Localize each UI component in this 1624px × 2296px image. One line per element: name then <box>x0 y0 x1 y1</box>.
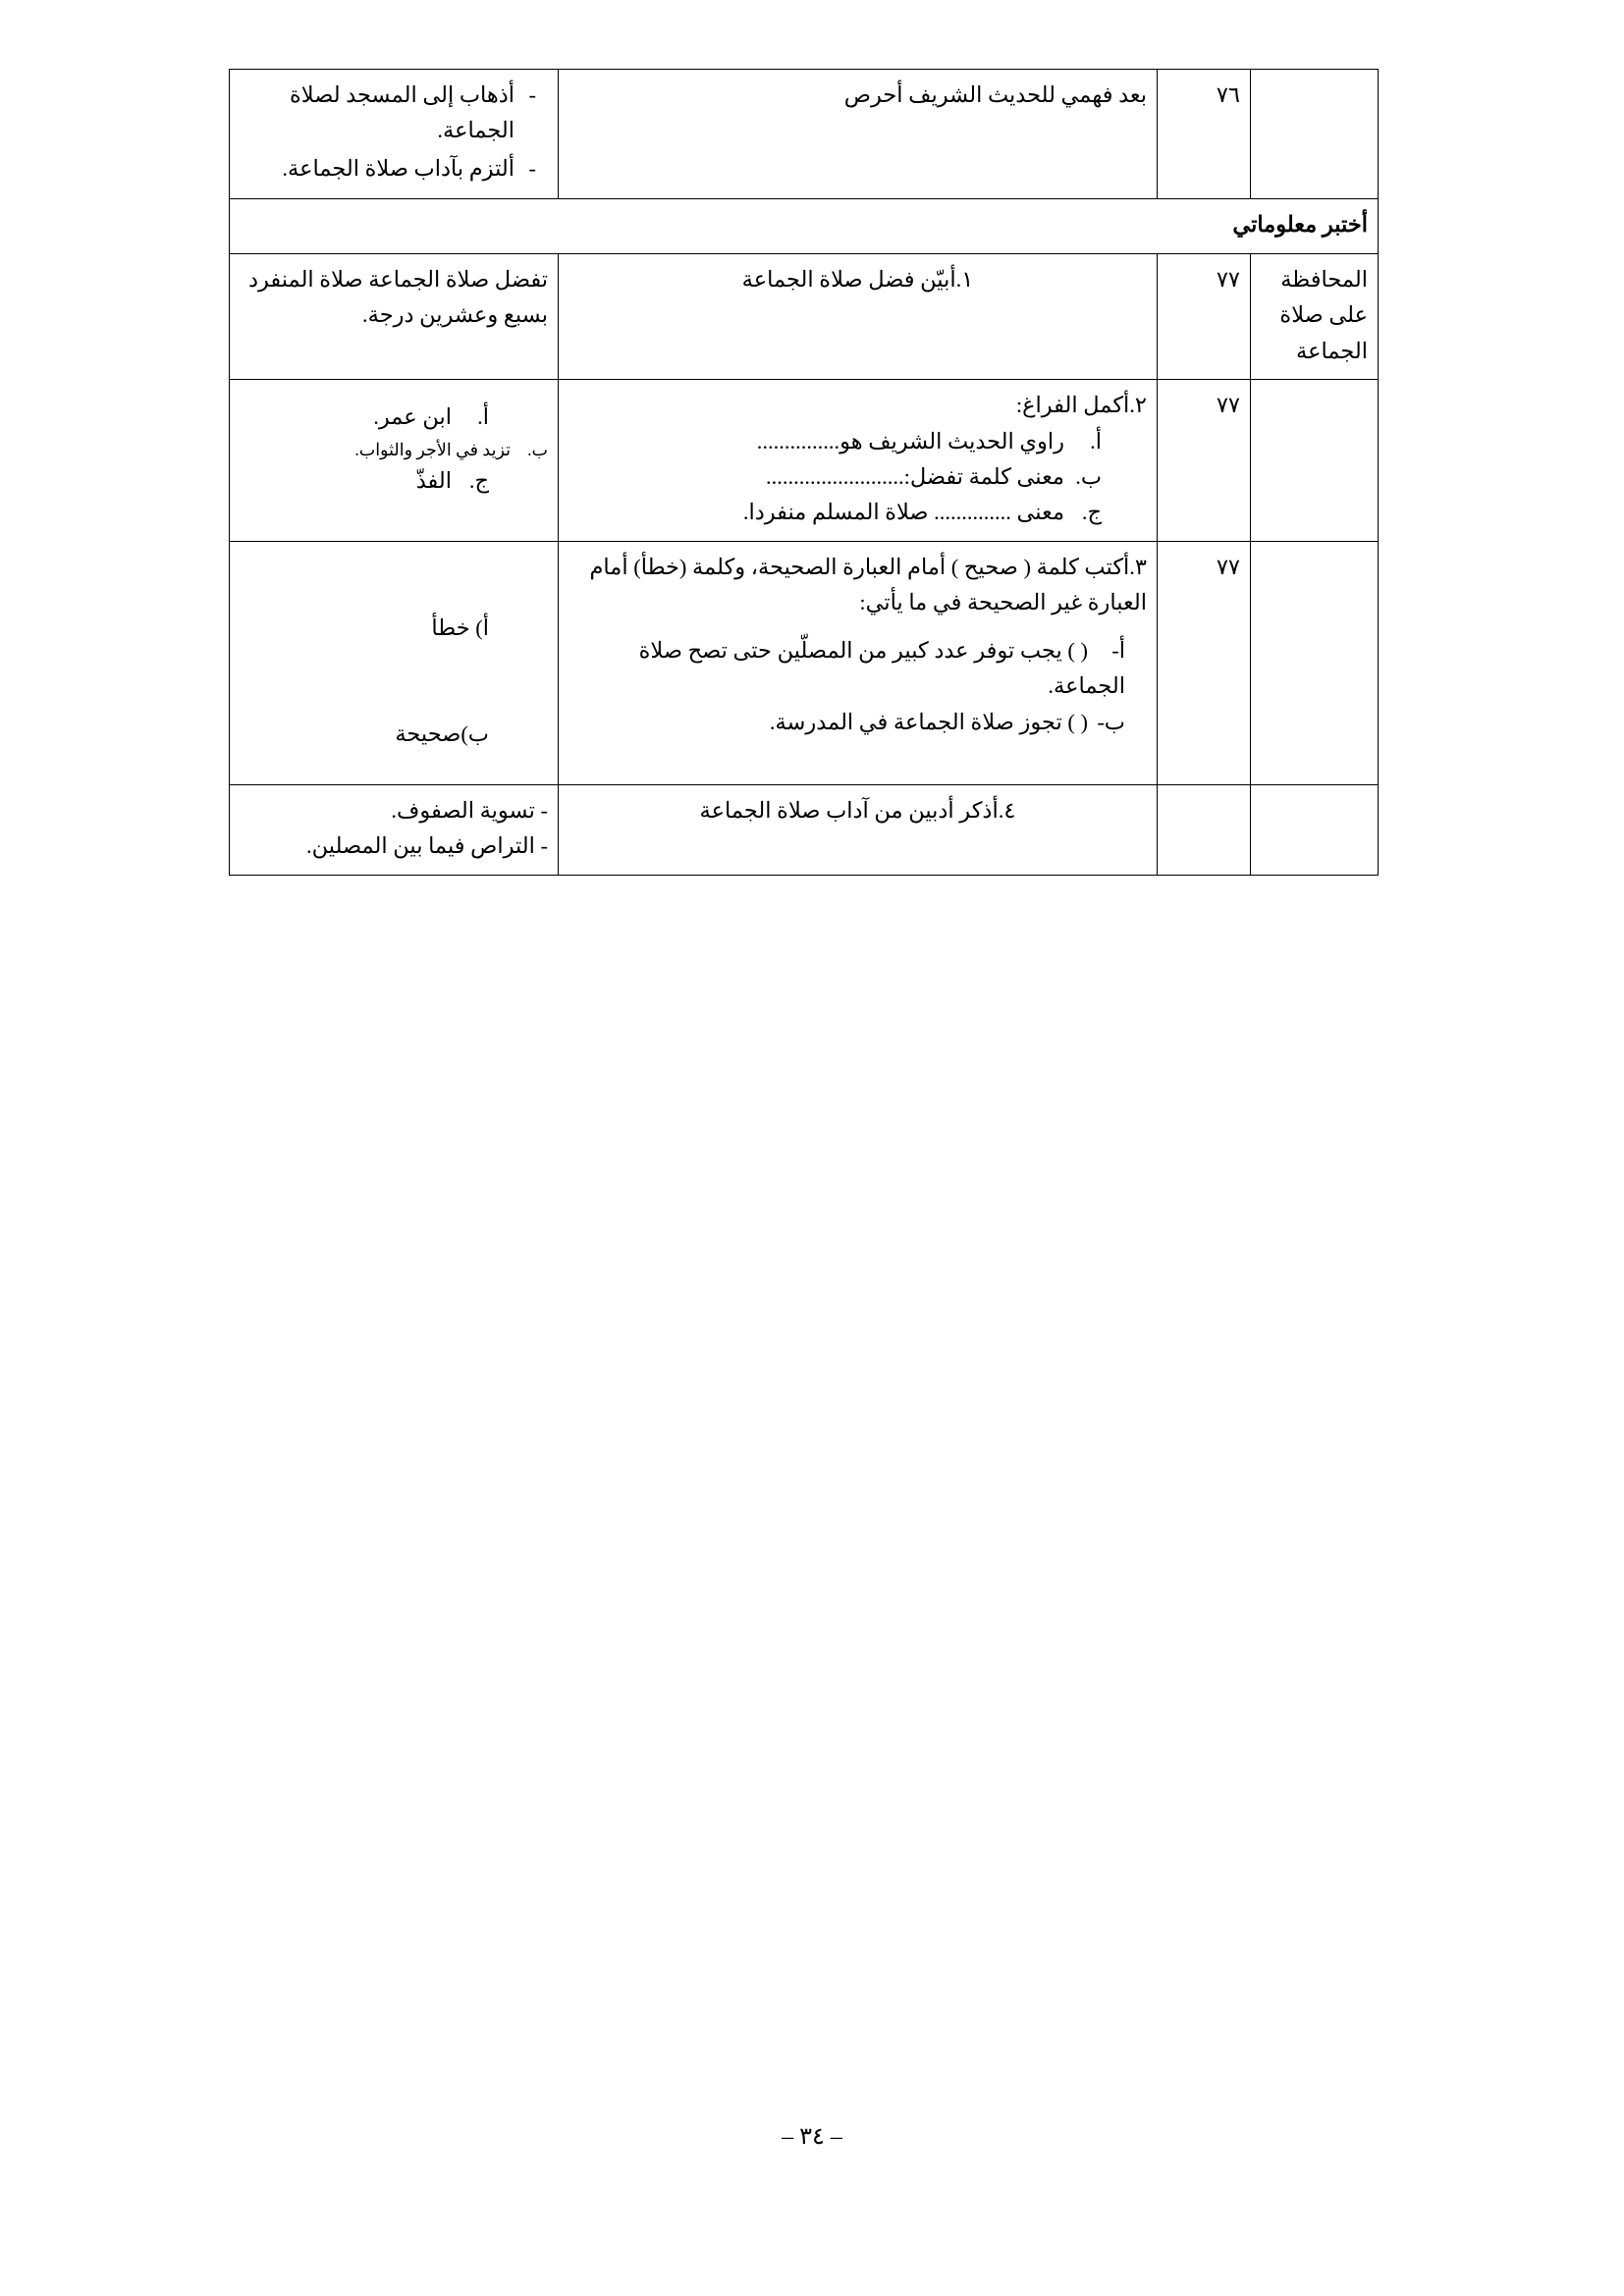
sub-text: معنى .............. صلاة المسلم منفردا. <box>742 500 1064 525</box>
question-text: ١.أبيّن فضل صلاة الجماعة <box>741 266 974 292</box>
answer-cell <box>230 541 559 784</box>
list-item: - ألتزم بآداب صلاة الجماعة. <box>240 151 548 187</box>
table-row <box>230 784 1379 875</box>
answer-sub <box>240 436 548 463</box>
page-number-cell: ٧٧ <box>1158 253 1251 379</box>
page-number-cell <box>1158 784 1251 875</box>
page-number-cell: ٧٧ <box>1158 380 1251 542</box>
question-sub <box>568 633 1147 705</box>
sub-text: تزيد في الأجر والثواب. <box>354 439 511 459</box>
answer-sub <box>240 463 548 499</box>
unit-cell-empty <box>1251 70 1379 199</box>
question-sub <box>568 459 1147 495</box>
answer-list <box>240 793 548 865</box>
sub-label: أ. <box>1090 428 1102 454</box>
sub-text: ( ) يجب توفر عدد كبير من المصلّين حتى تصح صلاة الجماعة. <box>638 637 1125 699</box>
unit-cell-empty <box>1251 380 1379 542</box>
question-text: بعد فهمي للحديث الشريف أحرص <box>843 82 1147 107</box>
sub-text: معنى كلمة تفضل:......................... <box>765 463 1064 489</box>
sub-text: راوي الحديث الشريف هو............... <box>756 428 1064 454</box>
answer-sub: أ) خطأ <box>431 615 489 641</box>
answer-list <box>240 78 548 187</box>
question-cell <box>559 70 1158 199</box>
answers-table <box>229 69 1379 876</box>
unit-cell-empty <box>1251 541 1379 784</box>
question-cell <box>559 253 1158 379</box>
page-number-cell: ٧٧ <box>1158 541 1251 784</box>
question-cell <box>559 380 1158 542</box>
question-text: ٤.أذكر أدبين من آداب صلاة الجماعة <box>699 797 1016 823</box>
list-item: - أذهاب إلى المسجد لصلاة الجماعة. <box>240 78 548 149</box>
answer-cell <box>230 253 559 379</box>
sub-label: ج. <box>468 467 489 493</box>
sub-label: أ. <box>477 404 489 430</box>
question-sub <box>568 424 1147 459</box>
list-item: - التراص فيما بين المصلين. <box>306 833 548 859</box>
page-number-cell: ٧٦ <box>1158 70 1251 199</box>
sub-label: أ- <box>1111 637 1125 663</box>
question-head: ٣.أكتب كلمة ( صحيح ) أمام العبارة الصحيحة، وكلمة (خطأ) أمام العبارة غير الصحيحة في ما يأتي: <box>589 554 1147 615</box>
sub-label: ب. <box>527 439 548 459</box>
list-item: - تسوية الصفوف. <box>391 797 548 823</box>
answer-sub: ب)صحيحة <box>395 721 489 746</box>
question-sub <box>568 705 1147 740</box>
sub-label: ب- <box>1097 709 1125 734</box>
table-section-row <box>230 199 1379 253</box>
question-head: ٢.أكمل الفراغ: <box>1015 393 1147 418</box>
answer-cell <box>230 380 559 542</box>
question-sub <box>568 495 1147 530</box>
sub-text: ابن عمر. <box>373 404 452 430</box>
question-cell <box>559 541 1158 784</box>
unit-title-cell: المحافظة على صلاة الجماعة <box>1251 253 1379 379</box>
answer-cell <box>230 70 559 199</box>
table-row <box>230 70 1379 199</box>
unit-cell-empty <box>1251 784 1379 875</box>
table-row <box>230 253 1379 379</box>
sub-text: الفذّ <box>415 467 452 493</box>
sub-label: ج. <box>1081 500 1102 525</box>
table-row <box>230 541 1379 784</box>
sub-label: ب. <box>1075 463 1102 489</box>
question-cell <box>559 784 1158 875</box>
answer-text: تفضل صلاة الجماعة صلاة المنفرد بسبع وعشرين درجة. <box>247 266 548 328</box>
answer-cell <box>230 784 559 875</box>
section-header: أختبر معلوماتي <box>230 199 1379 253</box>
answer-sub <box>240 400 548 435</box>
sub-text: ( ) تجوز صلاة الجماعة في المدرسة. <box>769 709 1088 734</box>
table-row <box>230 380 1379 542</box>
page-footer: – ٣٤ – <box>782 2124 842 2150</box>
